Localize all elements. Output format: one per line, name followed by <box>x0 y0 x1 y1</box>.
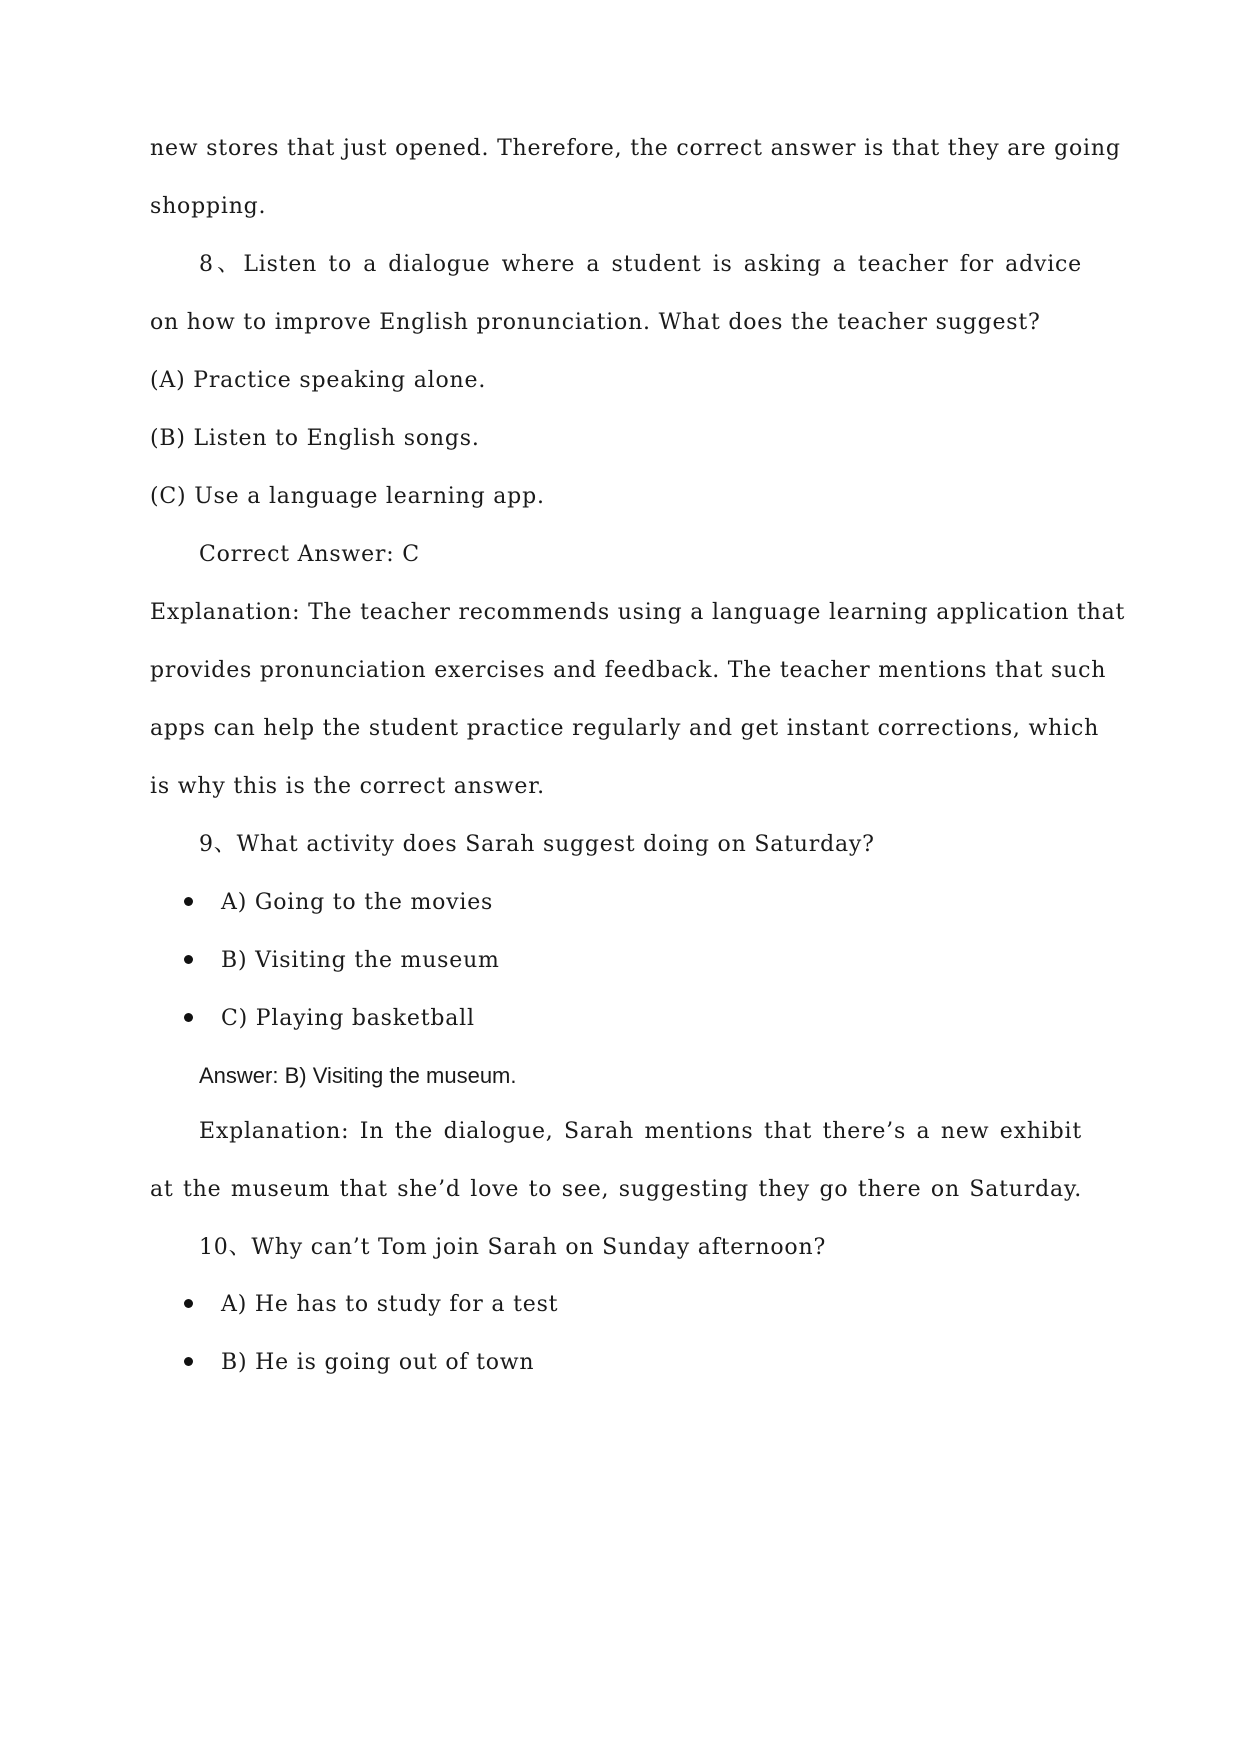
question-9-option-a: A) Going to the movies <box>221 890 494 915</box>
list-item <box>184 1004 475 1034</box>
question-10-text: 10、Why can’t Tom join Sarah on Sunday afternoon? <box>199 1235 827 1260</box>
list-item <box>184 1348 534 1378</box>
question-8-answer: Correct Answer: C <box>199 542 420 567</box>
bullet-icon <box>184 955 193 964</box>
question-8-explanation: apps can help the student practice regularly and get instant corrections, which <box>150 716 1100 741</box>
bullet-icon <box>184 897 193 906</box>
question-8-explanation: provides pronunciation exercises and feedback. The teacher mentions that such <box>150 658 1107 683</box>
question-8-option-a: (A) Practice speaking alone. <box>150 368 487 393</box>
question-9-text: 9、What activity does Sarah suggest doing on Saturday? <box>199 832 875 857</box>
question-9-option-c: C) Playing basketball <box>221 1006 475 1031</box>
paragraph-line: shopping. <box>150 194 267 219</box>
question-10-option-a: A) He has to study for a test <box>221 1292 559 1317</box>
question-9-answer: Answer: B) Visiting the museum. <box>199 1063 517 1088</box>
list-item <box>184 888 493 918</box>
question-9-explanation: at the museum that she’d love to see, suggesting they go there on Saturday. <box>150 1177 1082 1202</box>
list-item <box>184 1290 558 1320</box>
question-10-option-b: B) He is going out of town <box>221 1350 535 1375</box>
question-8-text: on how to improve English pronunciation. What does the teacher suggest? <box>150 310 1041 335</box>
question-8-option-c: (C) Use a language learning app. <box>150 484 545 509</box>
bullet-icon <box>184 1013 193 1022</box>
bullet-icon <box>184 1357 193 1366</box>
paragraph-line: new stores that just opened. Therefore, the correct answer is that they are going <box>150 136 1121 161</box>
question-8-explanation: Explanation: The teacher recommends using a language learning application that <box>150 600 1126 625</box>
question-9-explanation: Explanation: In the dialogue, Sarah mentions that there’s a new exhibit <box>199 1119 1082 1144</box>
bullet-icon <box>184 1299 193 1308</box>
question-8-explanation: is why this is the correct answer. <box>150 774 545 799</box>
question-9-option-b: B) Visiting the museum <box>221 948 500 973</box>
list-item <box>184 946 500 976</box>
question-8-text: 8、Listen to a dialogue where a student is asking a teacher for advice <box>199 252 1082 277</box>
question-8-option-b: (B) Listen to English songs. <box>150 426 480 451</box>
